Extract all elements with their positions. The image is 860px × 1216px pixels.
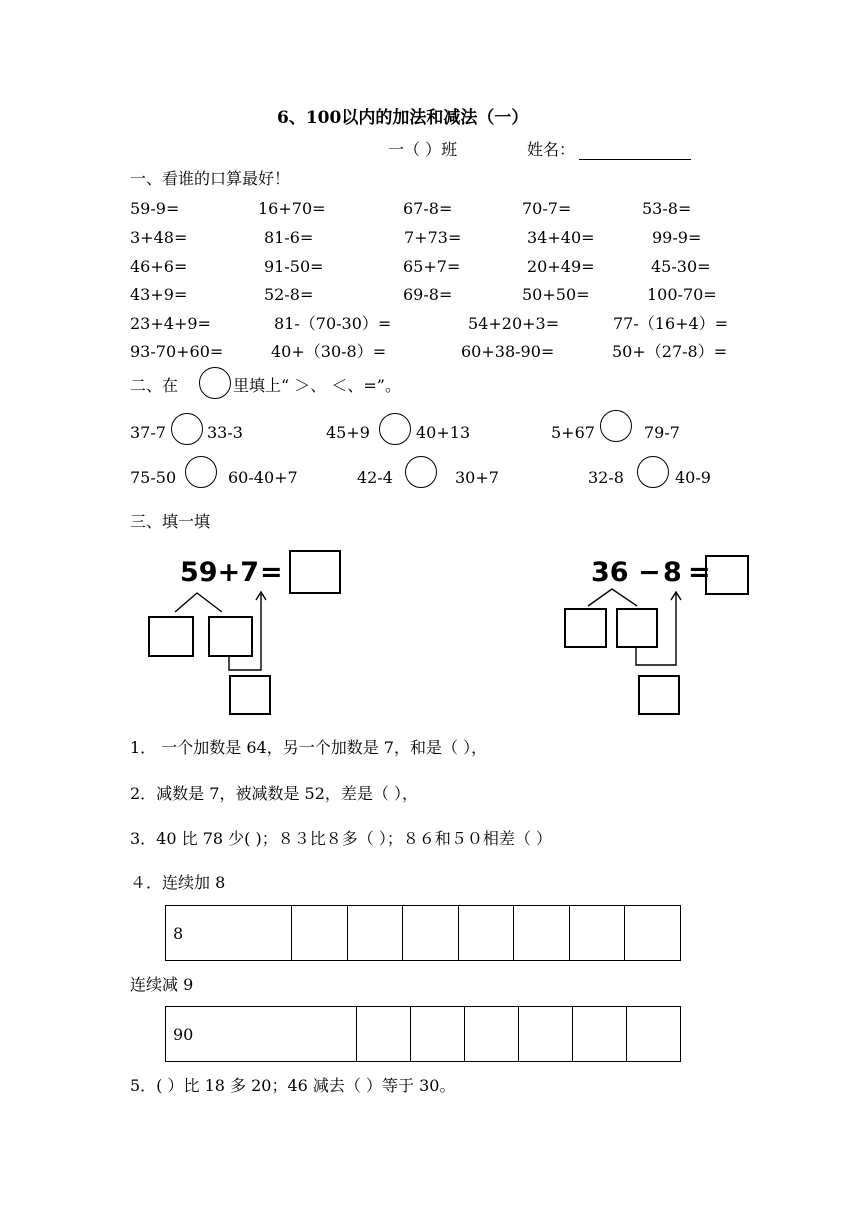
diagram2-equals: = bbox=[688, 557, 711, 588]
compare-left: 5+67 bbox=[551, 423, 595, 442]
calc-item: 93-70+60= bbox=[130, 342, 224, 361]
calc-item: 23+4+9= bbox=[130, 314, 211, 333]
section2-heading-a: 二、在 bbox=[130, 376, 179, 395]
subtract-sequence-cell[interactable] bbox=[465, 1007, 519, 1062]
subtract-sequence-cell[interactable] bbox=[573, 1007, 627, 1062]
calc-item: 54+20+3= bbox=[468, 314, 560, 333]
add-sequence-cell[interactable] bbox=[458, 906, 514, 961]
subtract-sequence-table bbox=[165, 1006, 681, 1062]
add-sequence-cell[interactable] bbox=[347, 906, 403, 961]
question-4-label: ４．连续加 8 bbox=[130, 873, 226, 892]
question-5: 5．( ）比 18 多 20；46 减去（ ）等于 30。 bbox=[130, 1076, 456, 1095]
calc-item: 60+38-90= bbox=[461, 342, 555, 361]
calc-item: 46+6= bbox=[130, 257, 188, 276]
compare-right: 40+13 bbox=[416, 423, 471, 442]
name-label: 姓名： bbox=[527, 140, 576, 159]
calc-item: 52-8= bbox=[264, 285, 314, 304]
subtract-sequence-cell[interactable] bbox=[519, 1007, 573, 1062]
calc-item: 67-8= bbox=[403, 199, 453, 218]
add-sequence-table bbox=[165, 905, 681, 961]
subtract-sequence-cell[interactable] bbox=[411, 1007, 465, 1062]
compare-right: 33-3 bbox=[207, 423, 243, 442]
calc-item: 50+（27-8）= bbox=[612, 342, 728, 361]
add-sequence-cell[interactable] bbox=[514, 906, 570, 961]
calc-item: 7+73= bbox=[404, 228, 462, 247]
calc-item: 20+49= bbox=[527, 257, 595, 276]
section2-heading-b: 里填上“ ＞、 ＜、=”。 bbox=[233, 376, 401, 395]
compare-right: 30+7 bbox=[455, 468, 499, 487]
diagram2-operator: − bbox=[638, 557, 661, 588]
compare-left: 75-50 bbox=[130, 468, 177, 487]
calc-item: 99-9= bbox=[652, 228, 702, 247]
class-label: 一（ ）班 bbox=[388, 140, 458, 159]
question-2: 2．减数是 7，被减数是 52，差是（ ）， bbox=[130, 784, 418, 803]
calc-item: 45-30= bbox=[651, 257, 711, 276]
add-sequence-cell[interactable] bbox=[403, 906, 459, 961]
calc-item: 53-8= bbox=[642, 199, 692, 218]
add-sequence-cell[interactable] bbox=[292, 906, 348, 961]
calc-item: 65+7= bbox=[403, 257, 461, 276]
calc-item: 50+50= bbox=[522, 285, 590, 304]
diagram1-equals: = bbox=[260, 557, 283, 588]
section3-heading: 三、填一填 bbox=[130, 512, 211, 531]
compare-left: 37-7 bbox=[130, 423, 166, 442]
compare-left: 45+9 bbox=[326, 423, 370, 442]
compare-right: 60-40+7 bbox=[228, 468, 298, 487]
subtract-sequence-cell[interactable] bbox=[627, 1007, 681, 1062]
compare-left: 32-8 bbox=[588, 468, 624, 487]
diagram2-num2: 8 bbox=[663, 557, 682, 588]
subtract-sequence-cell: 90 bbox=[166, 1007, 357, 1062]
calc-item: 3+48= bbox=[130, 228, 188, 247]
calc-item: 100-70= bbox=[647, 285, 717, 304]
diagram1-expression: 59+7 bbox=[180, 557, 259, 588]
question-3: 3．40 比 78 少( )；８３比８多（ ）；８６和５０相差（ ） bbox=[130, 829, 552, 848]
section1-heading: 一、看谁的口算最好！ bbox=[130, 169, 291, 188]
calc-item: 34+40= bbox=[527, 228, 595, 247]
compare-right: 79-7 bbox=[644, 423, 680, 442]
calc-item: 43+9= bbox=[130, 285, 188, 304]
calc-item: 81-（70-30）= bbox=[274, 314, 392, 333]
calc-item: 16+70= bbox=[258, 199, 326, 218]
subtract-sequence-cell[interactable] bbox=[357, 1007, 411, 1062]
calc-item: 70-7= bbox=[522, 199, 572, 218]
calc-item: 81-6= bbox=[264, 228, 314, 247]
question-1: 1． 一个加数是 64，另一个加数是 7，和是（ ）， bbox=[130, 738, 488, 757]
calc-item: 69-8= bbox=[403, 285, 453, 304]
add-sequence-cell: 8 bbox=[166, 906, 292, 961]
calc-item: 91-50= bbox=[264, 257, 324, 276]
calc-item: 77-（16+4）= bbox=[613, 314, 729, 333]
add-sequence-cell[interactable] bbox=[625, 906, 681, 961]
compare-left: 42-4 bbox=[357, 468, 393, 487]
calc-item: 59-9= bbox=[130, 199, 180, 218]
add-sequence-cell[interactable] bbox=[569, 906, 625, 961]
diagram2-num1: 36 bbox=[591, 557, 629, 588]
page-title: 6、100以内的加法和减法（一） bbox=[277, 108, 529, 128]
subtract-sequence-label: 连续减 9 bbox=[130, 975, 194, 994]
compare-right: 40-9 bbox=[675, 468, 711, 487]
calc-item: 40+（30-8）= bbox=[271, 342, 387, 361]
